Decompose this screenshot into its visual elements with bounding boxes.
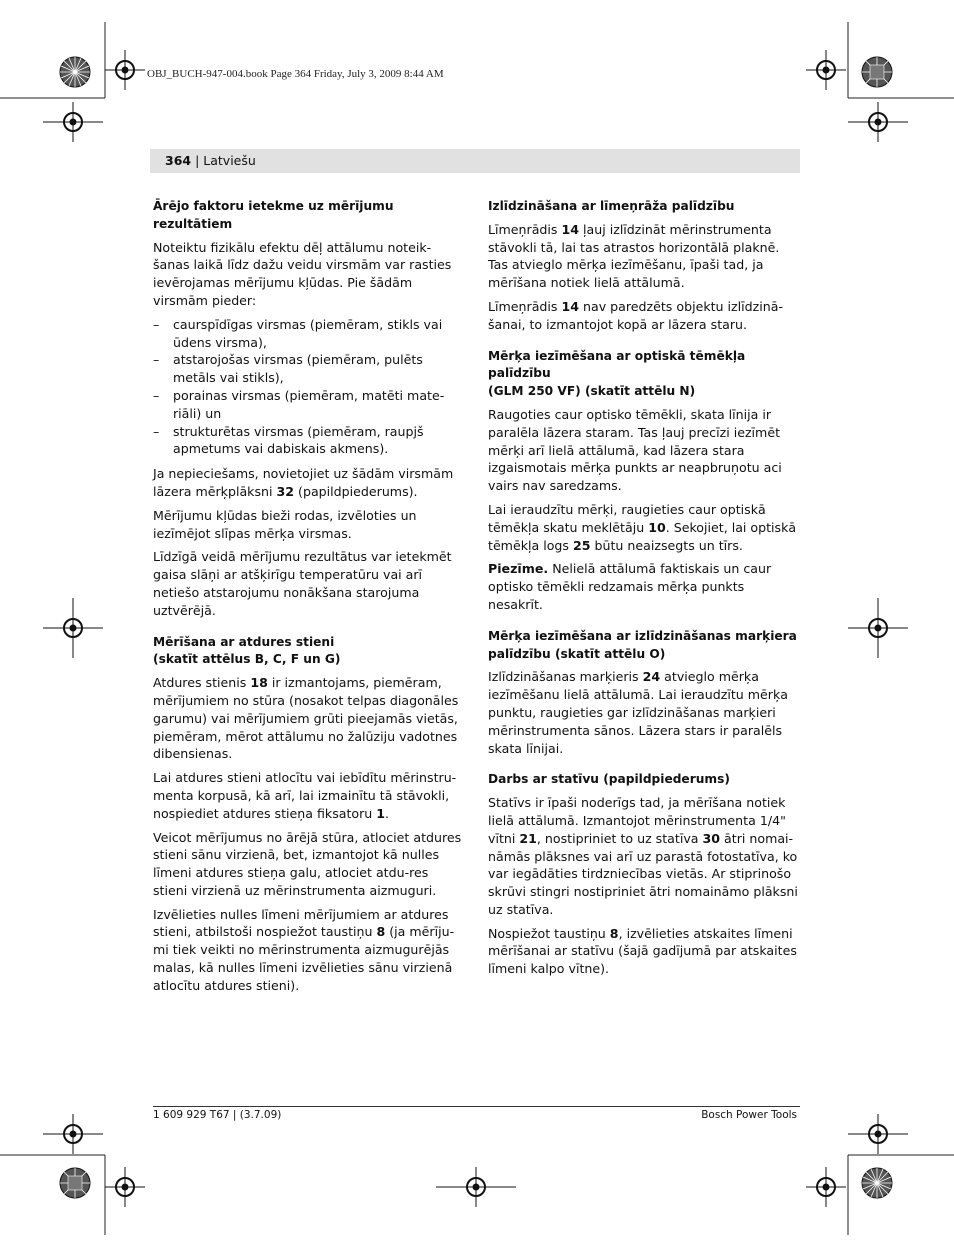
- paragraph: Statīvs ir īpaši noderīgs tad, ja mērīšana notiek lielā attālumā. Izmantojot mērinstrumenta 1/4" vītni 21, nostipriniet to uz statīva 30 ātri nomai-nāmās plāksnes vai arī uz parastā fotostatīva, ko var iegādāties tirdzniecības vietās. Ar stiprinošo skrūvi stingri nostipriniet ātri nomaināmo plāksni uz statīva.: [488, 795, 798, 917]
- paragraph: Mērījumu kļūdas bieži rodas, izvēloties un iezīmējot slīpas mērķa virsmas.: [153, 507, 417, 541]
- paragraph: Veicot mērījumus no ārējā stūra, atlociet atdures stieni sānu virzienā, bet, izmantojot kā nulles līmeni atdures stieņa galu, atlociet atdu-res stieni virzienā uz mērinstrumenta aizmuguri.: [153, 829, 462, 898]
- registration-mark-bottom-right: [806, 1167, 846, 1207]
- section-heading-alignment-marker: Mērķa iezīmēšana ar izlīdzināšanas marķiera palīdzību (skatīt attēlu O): [488, 628, 797, 661]
- list-item: – caurspīdīgas virsmas (piemēram, stikls vai ūdens virsma),: [153, 316, 465, 352]
- note-paragraph: Piezīme. Nelielā attālumā faktiskais un caur optisko tēmēkli redzamais mērķa punkts nesakrīt.: [488, 561, 772, 612]
- print-slug-line: OBJ_BUCH-947-004.book Page 364 Friday, July 3, 2009 8:44 AM: [147, 68, 444, 80]
- section-heading-external-factors: Ārējo faktoru ietekme uz mērījumu rezultātiem: [153, 199, 394, 231]
- footer-brand: Bosch Power Tools: [701, 1109, 797, 1121]
- starburst-target-top-left: [59, 56, 91, 88]
- surface-list: [153, 316, 465, 458]
- registration-mark-bottom-center: [436, 1167, 516, 1207]
- paragraph: Noteiktu fizikālu efektu dēļ attālumu noteik-šanas laikā līdz dažu veidu virsmām var rasties ievērojamas mērījumu kļūdas. Pie šādām virsmām pieder:: [153, 239, 452, 308]
- footer-doc-number: 1 609 929 T67 | (3.7.09): [153, 1109, 282, 1121]
- page-header: [165, 153, 256, 168]
- registration-mark-top-right: [806, 50, 846, 90]
- paragraph: Raugoties caur optisko tēmēkli, skata līnija ir paralēla lāzera staram. Tas ļauj precīzi iezīmēt mērķi arī lielā attālumā, kad lāzera stara izgaismotais mērķa punkts ar neapbruņotu aci vairs nav saredzams.: [488, 406, 782, 494]
- paragraph: Līmeņrādis 14 ļauj izlīdzināt mērinstrumenta stāvokli tā, lai tas atrastos horizontālā plaknē. Tas atvieglo mērķa iezīmēšanu, īpaši tad, ja mērīšana notiek lielā attālumā.: [488, 221, 780, 291]
- registration-mark-right-lower: [848, 1114, 908, 1154]
- header-separator: |: [191, 153, 204, 168]
- page-number: 364: [165, 153, 192, 168]
- paragraph: Līmeņrādis 14 nav paredzēts objektu izlīdzinā-šanai, to izmantojot kopā ar lāzera staru.: [488, 298, 783, 332]
- registration-mark-left-lower: [43, 1114, 103, 1154]
- section-heading-optical-sight: Mērķa iezīmēšana ar optiskā tēmēkļa palīdzību (GLM 250 VF) (skatīt attēlu N): [488, 348, 746, 399]
- footer-rule: [153, 1106, 800, 1107]
- registration-mark-right-middle: [848, 598, 908, 658]
- starburst-target-top-right: [861, 56, 893, 88]
- right-column: [488, 198, 800, 984]
- paragraph: Izvēlieties nulles līmeni mērījumiem ar atdures stieni, atbilstoši nospiežot taustiņu 8 (ja mērīju-mi tiek veikti no mērinstrumenta aizmugurējās malas, kā nulles līmeni izvēlieties sānu virzienā atlocītu atdures stieni).: [153, 906, 455, 993]
- section-heading-tripod: Darbs ar statīvu (papildpiederums): [488, 772, 730, 787]
- starburst-target-bottom-left: [59, 1167, 91, 1199]
- list-item: – strukturētas virsmas (piemēram, raupjš apmetums vai dabiskais akmens).: [153, 423, 465, 459]
- left-column: [153, 198, 465, 1001]
- paragraph: Lai ieraudzītu mērķi, raugieties caur optiskā tēmēkļa skatu meklētāju 10. Sekojiet, lai optiskā tēmēkļa logs 25 būtu neaizsegts un tīrs.: [488, 501, 797, 553]
- list-item: – atstarojošas virsmas (piemēram, pulēts metāls vai stikls),: [153, 351, 465, 387]
- starburst-target-bottom-right: [861, 1167, 893, 1199]
- paragraph: Nospiežot taustiņu 8, izvēlieties atskaites līmeni mērīšanai ar statīvu (šajā gadījumā par atskaites līmeni kalpo vītne).: [488, 925, 797, 977]
- section-heading-leveling: Izlīdzināšana ar līmeņrāža palīdzību: [488, 199, 735, 213]
- registration-mark-left-upper: [43, 102, 103, 142]
- registration-mark-top-left: [105, 50, 145, 90]
- registration-mark-bottom-left: [105, 1167, 145, 1207]
- registration-mark-right-upper: [848, 102, 908, 142]
- list-item: – porainas virsmas (piemēram, matēti mate-riāli) un: [153, 387, 465, 423]
- header-language: Latviešu: [203, 153, 256, 168]
- section-heading-stop-pin: Mērīšana ar atdures stieni (skatīt attēlus B, C, F un G): [153, 634, 341, 667]
- paragraph: Lai atdures stieni atlocītu vai iebīdītu mērinstru-menta korpusā, kā arī, lai izmainītu tā stāvokli, nospiediet atdures stieņa fiksatoru 1.: [153, 770, 457, 821]
- paragraph: Atdures stienis 18 ir izmantojams, piemēram, mērījumiem no stūra (nosakot telpas diagonāles garumu) vai mērījumiem grūti pieejamās vietās, piemēram, mērot attālumu no žalūziju vadotnes dibensienas.: [153, 675, 459, 762]
- paragraph: Līdzīgā veidā mērījumu rezultātus var ietekmēt gaisa slāņi ar atšķirīgu temperatūru vai arī netiešo atstarojumu nonākšana starojuma uztvērējā.: [153, 549, 452, 618]
- registration-mark-left-middle: [43, 598, 103, 658]
- paragraph: Ja nepieciešams, novietojiet uz šādām virsmām lāzera mērķplāksni 32 (papildpiederums).: [153, 466, 454, 499]
- paragraph: Izlīdzināšanas marķieris 24 atvieglo mērķa iezīmēšanu lielā attālumā. Lai ieraudzītu mērķa punktu, raugieties gar izlīdzināšanas marķieri mērinstrumenta sānos. Lāzera stars ir paralēls skata līnijai.: [488, 669, 788, 756]
